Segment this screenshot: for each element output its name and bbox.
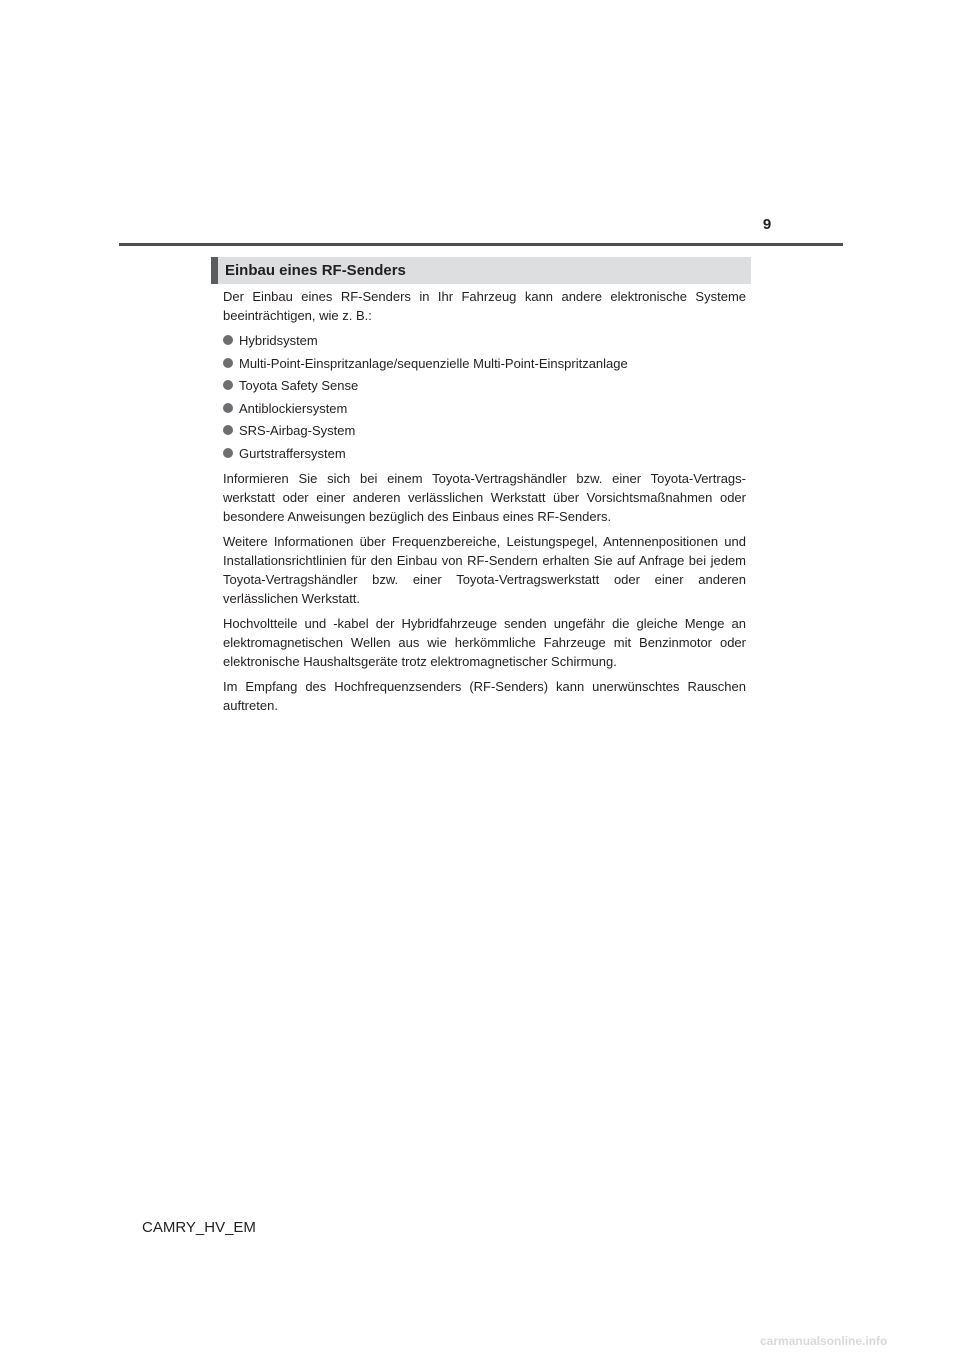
bullet-dot-icon (223, 448, 233, 458)
list-item-text: SRS-Airbag-System (239, 423, 356, 438)
list-item (223, 444, 746, 463)
section-header-accent (211, 257, 218, 284)
watermark: carmanualsonline.info (760, 1334, 888, 1348)
bullet-dot-icon (223, 380, 233, 390)
body-paragraph: Weitere Informationen über Frequenzbereiche, Leistungspegel, Antennenpositionen und Installationsrichtlinien für den Einbau von RF-Sendern erhalten Sie auf Anfrage bei jedem Toyota-Vertragshändler bzw. einer Toyota-Vertragswerkstatt oder einer anderen verlässlichen Werkstatt. (223, 533, 746, 606)
list-item (223, 331, 746, 350)
list-item (223, 354, 746, 373)
section-header (211, 257, 751, 284)
bullet-dot-icon (223, 335, 233, 345)
footer-manual-code: CAMRY_HV_EM (142, 1219, 256, 1236)
body-paragraph: Hochvoltteile und -kabel der Hybridfahrzeuge senden ungefähr die gleiche Menge an elektromagnetischen Wellen aus wie herkömmliche Fahrzeuge mit Benzinmotor oder elektronische Haushaltsgeräte trotz elektromagnetischer Schirmung. (223, 615, 746, 669)
bullet-dot-icon (223, 358, 233, 368)
intro-paragraph: Der Einbau eines RF-Senders in Ihr Fahrzeug kann andere elektronische Systeme beeinträchtigen, wie z. B.: (223, 289, 746, 323)
bullet-dot-icon (223, 403, 233, 413)
section-title: Einbau eines RF-Senders (225, 262, 406, 279)
bullet-dot-icon (223, 425, 233, 435)
body-paragraph: Informieren Sie sich bei einem Toyota-Vertragshändler bzw. einer Toyota-Vertrags-werkstatt oder einer anderen verlässlichen Werkstatt über Vorsichtsmaßnahmen oder besondere Anweisungen bezüglich des Einbaus eines RF-Senders. (223, 470, 746, 524)
list-item-text: Toyota Safety Sense (239, 378, 359, 393)
section-body (223, 287, 746, 721)
list-item (223, 421, 746, 440)
page-number: 9 (762, 216, 772, 233)
header-rule (119, 243, 843, 246)
list-item-text: Gurtstraffersystem (239, 445, 346, 461)
list-item-text: Multi-Point-Einspritzanlage/sequenzielle Multi-Point-Einspritzanlage (239, 355, 628, 371)
list-item-text: Antiblockiersystem (239, 400, 348, 416)
list-item (223, 376, 746, 395)
body-paragraph: Im Empfang des Hochfrequenzsenders (RF-Senders) kann unerwünschtes Rauschen auftreten. (223, 678, 746, 713)
bullet-list (223, 331, 746, 463)
list-item-text: Hybridsystem (239, 333, 318, 348)
list-item (223, 399, 746, 418)
